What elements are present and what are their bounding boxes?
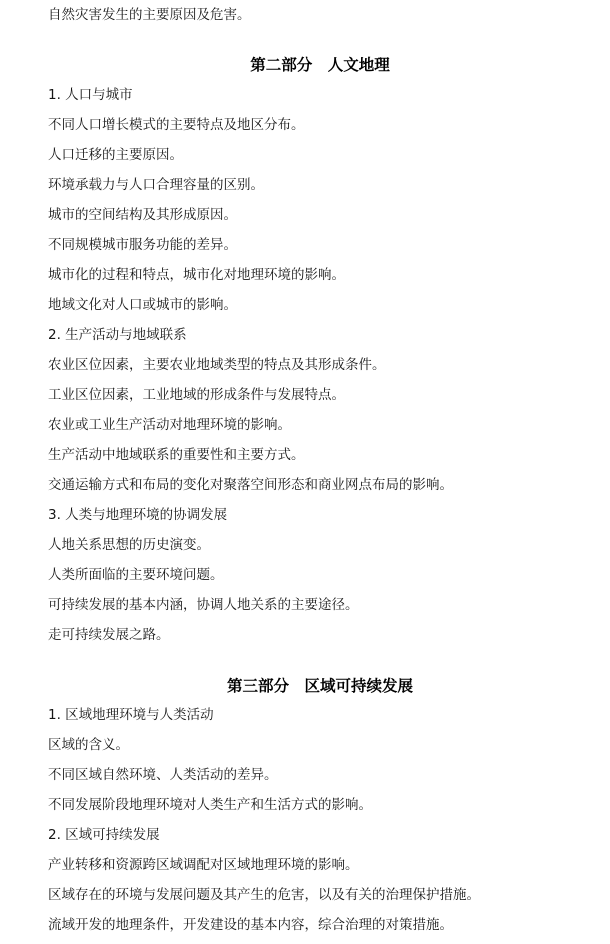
section-heading-production: 2. 生产活动与地域联系 <box>48 327 187 343</box>
list-item: 区域存在的环境与发展问题及其产生的危害，以及有关的治理保护措施。 <box>48 887 480 903</box>
list-item: 交通运输方式和布局的变化对聚落空间形态和商业网点布局的影响。 <box>48 477 453 493</box>
list-item: 不同人口增长模式的主要特点及地区分布。 <box>48 117 305 133</box>
part-3-title: 第三部分 区域可持续发展 <box>226 677 413 695</box>
list-item: 城市化的过程和特点，城市化对地理环境的影响。 <box>48 267 345 283</box>
list-item: 人地关系思想的历史演变。 <box>48 537 210 553</box>
list-item: 走可持续发展之路。 <box>48 627 170 643</box>
intro-line: 自然灾害发生的主要原因及危害。 <box>48 7 251 23</box>
list-item: 工业区位因素，工业地域的形成条件与发展特点。 <box>48 387 345 403</box>
list-item: 农业区位因素，主要农业地域类型的特点及其形成条件。 <box>48 357 386 373</box>
section-heading-population-city: 1. 人口与城市 <box>48 87 133 103</box>
list-item: 不同规模城市服务功能的差异。 <box>48 237 237 253</box>
list-item: 生产活动中地域联系的重要性和主要方式。 <box>48 447 305 463</box>
section-heading-human-environment: 3. 人类与地理环境的协调发展 <box>48 507 228 523</box>
section-heading-regional-sustainable: 2. 区域可持续发展 <box>48 827 160 843</box>
list-item: 不同区域自然环境、人类活动的差异。 <box>48 767 278 783</box>
list-item: 城市的空间结构及其形成原因。 <box>48 207 237 223</box>
list-item: 人口迁移的主要原因。 <box>48 147 183 163</box>
list-item: 地域文化对人口或城市的影响。 <box>48 297 237 313</box>
list-item: 农业或工业生产活动对地理环境的影响。 <box>48 417 291 433</box>
section-heading-regional-environment: 1. 区域地理环境与人类活动 <box>48 707 214 723</box>
list-item: 流域开发的地理条件，开发建设的基本内容，综合治理的对策措施。 <box>48 917 453 933</box>
part-2-title: 第二部分 人文地理 <box>250 56 390 74</box>
list-item: 产业转移和资源跨区域调配对区域地理环境的影响。 <box>48 857 359 873</box>
list-item: 可持续发展的基本内涵，协调人地关系的主要途径。 <box>48 597 359 613</box>
list-item: 环境承载力与人口合理容量的区别。 <box>48 177 264 193</box>
list-item: 区域的含义。 <box>48 737 129 753</box>
list-item: 不同发展阶段地理环境对人类生产和生活方式的影响。 <box>48 797 372 813</box>
list-item: 人类所面临的主要环境问题。 <box>48 567 224 583</box>
